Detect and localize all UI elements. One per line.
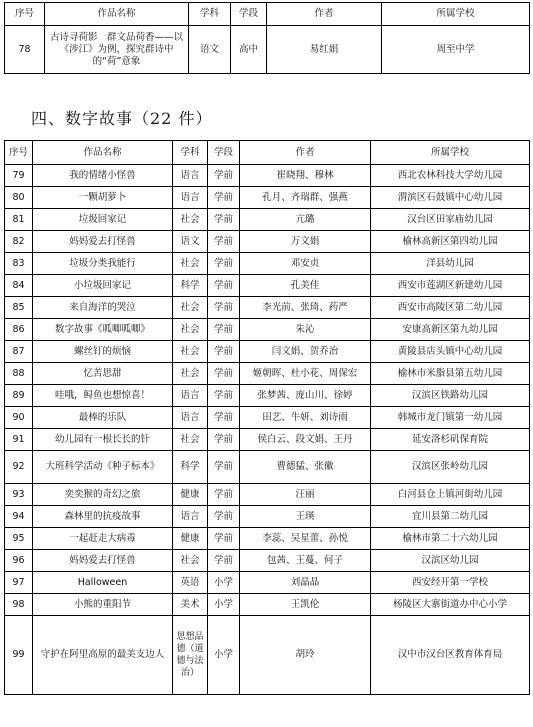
row-number-cell: 93 bbox=[5, 484, 33, 506]
table-row bbox=[5, 616, 530, 695]
top-table bbox=[4, 2, 530, 74]
row-number-cell: 79 bbox=[5, 165, 33, 187]
title-cell: Halloween bbox=[33, 572, 173, 594]
table-row bbox=[5, 407, 530, 429]
title-cell: 一起赶走大病毒 bbox=[33, 528, 173, 550]
table-row bbox=[5, 451, 530, 484]
stage-cell: 学前 bbox=[208, 484, 240, 506]
author-cell: 刘晶晶 bbox=[240, 572, 371, 594]
subject-cell: 科学 bbox=[173, 451, 208, 484]
stage-cell: 小学 bbox=[208, 594, 240, 616]
school-cell: 延安洛杉矶保育院 bbox=[371, 429, 530, 451]
subject-cell: 语言 bbox=[173, 407, 208, 429]
table-row bbox=[5, 253, 530, 275]
stage-cell: 学前 bbox=[208, 451, 240, 484]
subject-cell: 语言 bbox=[173, 385, 208, 407]
stage-cell: 学前 bbox=[208, 506, 240, 528]
row-number-cell: 82 bbox=[5, 231, 33, 253]
author-cell: 姬朝晖、杜小花、周保宏 bbox=[240, 363, 371, 385]
subject-cell: 社会 bbox=[173, 319, 208, 341]
author-cell: 崔晓翔、穆林 bbox=[240, 165, 371, 187]
header-cell: 所属学校 bbox=[371, 141, 530, 165]
header-cell: 作者 bbox=[267, 3, 382, 26]
row-number-cell: 92 bbox=[5, 451, 33, 484]
author-cell: 李蕊、吴星蕾、孙悦 bbox=[240, 528, 371, 550]
table-row bbox=[5, 484, 530, 506]
author-cell: 王瑛 bbox=[240, 506, 371, 528]
row-number-cell: 90 bbox=[5, 407, 33, 429]
header-cell: 学科 bbox=[189, 3, 231, 26]
row-number-cell: 81 bbox=[5, 209, 33, 231]
author-cell: 万文娟 bbox=[240, 231, 371, 253]
stage-cell: 学前 bbox=[208, 363, 240, 385]
subject-cell: 语文 bbox=[189, 26, 231, 74]
row-number-cell: 89 bbox=[5, 385, 33, 407]
subject-cell: 健康 bbox=[173, 484, 208, 506]
row-number-cell: 95 bbox=[5, 528, 33, 550]
table-row bbox=[5, 506, 530, 528]
table-row bbox=[5, 187, 530, 209]
stage-cell: 学前 bbox=[208, 253, 240, 275]
school-cell: 汉台区田家庙幼儿园 bbox=[371, 209, 530, 231]
table-row bbox=[5, 275, 530, 297]
stage-cell: 学前 bbox=[208, 297, 240, 319]
header-cell: 序号 bbox=[5, 3, 45, 26]
title-cell: 我的情绪小怪兽 bbox=[33, 165, 173, 187]
main-table bbox=[4, 140, 530, 695]
school-cell: 汉滨区幼儿园 bbox=[371, 550, 530, 572]
title-cell: 垃圾回家记 bbox=[33, 209, 173, 231]
subject-cell: 健康 bbox=[173, 528, 208, 550]
row-number-cell: 86 bbox=[5, 319, 33, 341]
header-cell: 所属学校 bbox=[382, 3, 530, 26]
table-row bbox=[5, 528, 530, 550]
row-number-cell: 94 bbox=[5, 506, 33, 528]
title-cell: 妈妈爱去打怪兽 bbox=[33, 231, 173, 253]
title-cell: 忆苦思甜 bbox=[33, 363, 173, 385]
author-cell: 汪丽 bbox=[240, 484, 371, 506]
stage-cell: 学前 bbox=[208, 429, 240, 451]
stage-cell: 学前 bbox=[208, 209, 240, 231]
stage-cell: 学前 bbox=[208, 165, 240, 187]
subject-cell: 社会 bbox=[173, 297, 208, 319]
subject-cell: 社会 bbox=[173, 363, 208, 385]
subject-cell: 社会 bbox=[173, 550, 208, 572]
author-cell: 朱沁 bbox=[240, 319, 371, 341]
author-cell: 易红娟 bbox=[267, 26, 382, 74]
table-row bbox=[5, 319, 530, 341]
stage-cell: 小学 bbox=[208, 572, 240, 594]
row-number-cell: 78 bbox=[5, 26, 45, 74]
title-cell: 最棒的乐队 bbox=[33, 407, 173, 429]
subject-cell: 社会 bbox=[173, 341, 208, 363]
school-cell: 汉滨区铁路幼儿园 bbox=[371, 385, 530, 407]
title-cell: 幼儿园有一根长长的针 bbox=[33, 429, 173, 451]
table-row bbox=[5, 297, 530, 319]
subject-cell: 英语 bbox=[173, 572, 208, 594]
subject-cell: 思想品德（道德与法治） bbox=[173, 616, 208, 695]
stage-cell: 学前 bbox=[208, 385, 240, 407]
table-row bbox=[5, 165, 530, 187]
row-number-cell: 85 bbox=[5, 297, 33, 319]
row-number-cell: 97 bbox=[5, 572, 33, 594]
stage-cell: 学前 bbox=[208, 187, 240, 209]
title-cell: 螺丝钉的烦恼 bbox=[33, 341, 173, 363]
subject-cell: 语言 bbox=[173, 187, 208, 209]
school-cell: 榆林市第二十六幼儿园 bbox=[371, 528, 530, 550]
title-cell: 古诗寻荷影 群文品荷香——以《涉江》为例，探究群诗中的“荷”意象 bbox=[45, 26, 189, 74]
subject-cell: 社会 bbox=[173, 429, 208, 451]
row-number-cell: 83 bbox=[5, 253, 33, 275]
table-row bbox=[5, 594, 530, 616]
school-cell: 西安市莲湖区新建幼儿园 bbox=[371, 275, 530, 297]
stage-cell: 学前 bbox=[208, 407, 240, 429]
author-cell: 孔美佳 bbox=[240, 275, 371, 297]
stage-cell: 高中 bbox=[231, 26, 267, 74]
author-cell: 王凯伦 bbox=[240, 594, 371, 616]
school-cell: 汉中市汉台区教育体育局 bbox=[371, 616, 530, 695]
table-row bbox=[5, 363, 530, 385]
stage-cell: 学前 bbox=[208, 341, 240, 363]
author-cell: 邓安贞 bbox=[240, 253, 371, 275]
row-number-cell: 80 bbox=[5, 187, 33, 209]
school-cell: 洋县幼儿园 bbox=[371, 253, 530, 275]
title-cell: 数字故事《呱唧呱唧》 bbox=[33, 319, 173, 341]
table-row bbox=[5, 26, 530, 74]
stage-cell: 小学 bbox=[208, 616, 240, 695]
author-cell: 张梦茜、庞山川、徐婷 bbox=[240, 385, 371, 407]
header-cell: 作者 bbox=[240, 141, 371, 165]
author-cell: 闫文娟、贺乔治 bbox=[240, 341, 371, 363]
title-cell: 大班科学活动《种子标本》 bbox=[33, 451, 173, 484]
school-cell: 榆林高新区第四幼儿园 bbox=[371, 231, 530, 253]
school-cell: 汉滨区张岭幼儿园 bbox=[371, 451, 530, 484]
title-cell: 来自海洋的哭泣 bbox=[33, 297, 173, 319]
top-table-header-row bbox=[5, 3, 530, 26]
header-cell: 学段 bbox=[231, 3, 267, 26]
author-cell: 孔月、齐瑞群、强燕 bbox=[240, 187, 371, 209]
header-cell: 学段 bbox=[208, 141, 240, 165]
author-cell: 曹德猛、张徽 bbox=[240, 451, 371, 484]
subject-cell: 语文 bbox=[173, 231, 208, 253]
stage-cell: 学前 bbox=[208, 231, 240, 253]
subject-cell: 美术 bbox=[173, 594, 208, 616]
stage-cell: 学前 bbox=[208, 550, 240, 572]
header-cell: 作品名称 bbox=[33, 141, 173, 165]
table-row bbox=[5, 429, 530, 451]
table-row bbox=[5, 231, 530, 253]
school-cell: 黄陵县店头镇中心幼儿园 bbox=[371, 341, 530, 363]
subject-cell: 科学 bbox=[173, 275, 208, 297]
school-cell: 西安经开第一学校 bbox=[371, 572, 530, 594]
table-row bbox=[5, 209, 530, 231]
table-row bbox=[5, 550, 530, 572]
header-cell: 作品名称 bbox=[45, 3, 189, 26]
school-cell: 周至中学 bbox=[382, 26, 530, 74]
subject-cell: 语言 bbox=[173, 165, 208, 187]
author-cell: 田艺、牛妍、刘诗雨 bbox=[240, 407, 371, 429]
title-cell: 垃圾分类我能行 bbox=[33, 253, 173, 275]
stage-cell: 学前 bbox=[208, 319, 240, 341]
row-number-cell: 98 bbox=[5, 594, 33, 616]
school-cell: 杨陵区大寨街道办中心小学 bbox=[371, 594, 530, 616]
row-number-cell: 87 bbox=[5, 341, 33, 363]
title-cell: 妈妈爱去打怪兽 bbox=[33, 550, 173, 572]
author-cell: 亢璐 bbox=[240, 209, 371, 231]
school-cell: 宜川县第二幼儿园 bbox=[371, 506, 530, 528]
school-cell: 渭滨区石鼓镇中心幼儿园 bbox=[371, 187, 530, 209]
school-cell: 西北农林科技大学幼儿园 bbox=[371, 165, 530, 187]
stage-cell: 学前 bbox=[208, 528, 240, 550]
section-title: 四、数字故事（22 件） bbox=[31, 109, 213, 128]
author-cell: 李光前、张琦、药严 bbox=[240, 297, 371, 319]
main-table-header-row bbox=[5, 141, 530, 165]
school-cell: 安康高新区第九幼儿园 bbox=[371, 319, 530, 341]
title-cell: 森林里的抗疫故事 bbox=[33, 506, 173, 528]
school-cell: 韩城市龙门镇第一幼儿园 bbox=[371, 407, 530, 429]
title-cell: 奕奕猴的奇幻之旅 bbox=[33, 484, 173, 506]
stage-cell: 学前 bbox=[208, 275, 240, 297]
author-cell: 侯白云、段文娟、王丹 bbox=[240, 429, 371, 451]
school-cell: 榆林市米脂县第五幼儿园 bbox=[371, 363, 530, 385]
header-cell: 学科 bbox=[173, 141, 208, 165]
table-row bbox=[5, 572, 530, 594]
table-row bbox=[5, 341, 530, 363]
subject-cell: 语言 bbox=[173, 506, 208, 528]
row-number-cell: 99 bbox=[5, 616, 33, 695]
row-number-cell: 91 bbox=[5, 429, 33, 451]
row-number-cell: 88 bbox=[5, 363, 33, 385]
title-cell: 小垃圾回家记 bbox=[33, 275, 173, 297]
table-row bbox=[5, 385, 530, 407]
title-cell: 守护在阿里高原的最美支边人 bbox=[33, 616, 173, 695]
school-cell: 白河县仓上镇河街幼儿园 bbox=[371, 484, 530, 506]
title-cell: 一颗胡萝卜 bbox=[33, 187, 173, 209]
subject-cell: 社会 bbox=[173, 253, 208, 275]
row-number-cell: 84 bbox=[5, 275, 33, 297]
school-cell: 西安市高陵区第二幼儿园 bbox=[371, 297, 530, 319]
title-cell: 哇哦，鲟鱼也想惊喜！ bbox=[33, 385, 173, 407]
header-cell: 序号 bbox=[5, 141, 33, 165]
author-cell: 包茜、王蔓、何子 bbox=[240, 550, 371, 572]
title-cell: 小熊的重阳节 bbox=[33, 594, 173, 616]
subject-cell: 社会 bbox=[173, 209, 208, 231]
row-number-cell: 96 bbox=[5, 550, 33, 572]
author-cell: 胡玲 bbox=[240, 616, 371, 695]
